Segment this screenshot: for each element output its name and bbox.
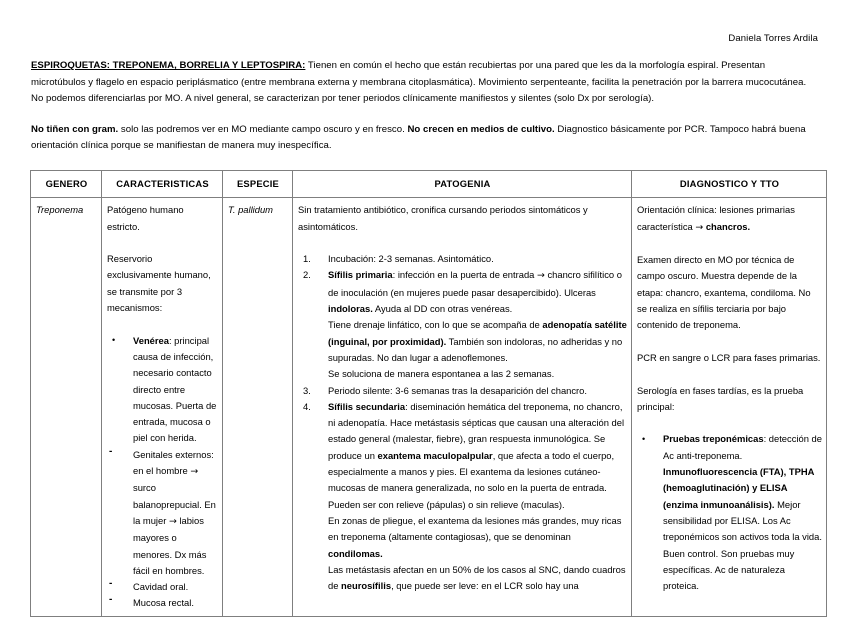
caracteristicas-bullet-list bbox=[107, 333, 218, 447]
list-item: Periodo silente: 3-6 semanas tras la desaparición del chancro. bbox=[328, 384, 587, 396]
intro-heading: ESPIROQUETAS: TREPONEMA, BORRELIA Y LEPTOSPIRA: bbox=[31, 60, 306, 71]
item4-text-a: : diseminación hemática del treponema, no chancro, ni adenopatía. Hace metástasis sépticas que causan una alteración del estado general (malestar, fiebre), gran respuesta inmunológica. Se produce un bbox=[328, 400, 625, 461]
spacer bbox=[637, 334, 822, 350]
intro-bold-no-tinen: No tiñen con gram. bbox=[31, 123, 119, 135]
cell-genero: Treponema bbox=[31, 198, 102, 616]
diagnostico-paragraph-3: PCR en sangre o LCR para fases primarias. bbox=[637, 351, 821, 363]
column-header-diagnostico: DIAGNOSTICO Y TTO bbox=[632, 170, 827, 197]
intro-paragraph-1 bbox=[31, 58, 818, 108]
diagnostico-bullet-text-b: Mejor sensibilidad por ELISA. Los Ac treponémicos son activos toda la vida. Buen control. Son pruebas muy específicas. Ac de naturaleza proteica. bbox=[663, 498, 822, 592]
item2-text-a: : infección en la puerta de entrada bbox=[392, 269, 537, 281]
list-item bbox=[107, 333, 218, 447]
neurosifilis-bold: neurosífilis bbox=[341, 580, 392, 592]
item4-paragraph-3 bbox=[328, 562, 627, 595]
dash-genitales-text-a: Genitales externos: en el hombre bbox=[133, 448, 214, 477]
diagnostico-bullet-text-a: : detección de Ac anti-treponema. bbox=[663, 433, 822, 461]
item2-text-c: Ayuda al DD con otras venéreas. bbox=[372, 303, 513, 315]
list-item: - Mucosa rectal. bbox=[107, 595, 218, 611]
spacer bbox=[107, 235, 218, 251]
spacer bbox=[107, 316, 218, 332]
diagnostico-paragraph-4: Serología en fases tardías, es la prueba principal: bbox=[637, 384, 804, 412]
chancros-bold: chancros. bbox=[705, 220, 751, 232]
cell-caracteristicas bbox=[102, 198, 223, 616]
spacer bbox=[637, 236, 822, 252]
arrow-icon: → bbox=[190, 466, 199, 478]
adenopatia-satelite-bold: adenopatía satélite (inguinal, por proximidad). bbox=[328, 319, 627, 347]
bullet-venerea-text: : principal causa de infección, necesario contacto directo entre mucosas. Puerta de entrada, mucosa o piel con herida. bbox=[133, 334, 217, 444]
column-header-caracteristicas: CARACTERISTICAS bbox=[102, 170, 223, 197]
diagnostico-text-a: Orientación clínica: lesiones primarias característica bbox=[637, 204, 795, 232]
list-item: - Cavidad oral. bbox=[107, 579, 218, 595]
diagnostico-bullet-list bbox=[637, 431, 822, 594]
column-header-patogenia: PATOGENIA bbox=[293, 170, 632, 197]
patogenia-numbered-list bbox=[298, 251, 627, 594]
table-row bbox=[31, 198, 827, 616]
list-item bbox=[298, 267, 627, 382]
table-header-row bbox=[31, 170, 827, 197]
spacer bbox=[637, 366, 822, 382]
caracteristicas-dash-list bbox=[107, 447, 218, 612]
arrow-icon: → bbox=[536, 270, 545, 282]
dash-genitales-text-b: surco balanoprepucial. En la mujer bbox=[133, 482, 216, 526]
column-header-especie: ESPECIE bbox=[223, 170, 293, 197]
list-item bbox=[637, 431, 822, 594]
cell-diagnostico bbox=[632, 198, 827, 616]
list-item bbox=[107, 447, 218, 579]
list-item: Incubación: 2-3 semanas. Asintomático. bbox=[328, 253, 494, 265]
caracteristicas-paragraph-1: Patógeno humano estricto. bbox=[107, 204, 184, 232]
author-name: Daniela Torres Ardila bbox=[728, 33, 818, 44]
column-header-genero: GENERO bbox=[31, 170, 102, 197]
inmunofluorescencia-bold: Inmunofluorescencia (FTA), TPHA (hemoaglutinación) y ELISA (enzima inmunoanálisis). bbox=[663, 466, 815, 510]
item2-paragraph-2 bbox=[328, 317, 627, 366]
table-container bbox=[22, 170, 826, 617]
cell-especie: T. pallidum bbox=[223, 198, 293, 616]
bullet-venerea-bold: Venérea bbox=[133, 334, 169, 346]
item4-text-b: , que afecta a todo el cuerpo, especialmente a manos y pies. El exantema da lesiones cutáneo-mucosas de manera generalizada, no solo en la puerta de entrada. Pueden ser con relieve (pápulas) o sin relieve (maculas). bbox=[328, 449, 615, 510]
item4-text-d: Las metástasis afectan en un 50% de los casos al SNC, dando cuadros de bbox=[328, 563, 626, 592]
spacer bbox=[298, 235, 627, 251]
intro-paragraph-1-text: Tienen en común el hecho que están recubiertas por una pared que les da la morfología espiral. Presentan microtúbulos y flagelo en espacio periplásmatico (entre membrana externa y membrana citoplasmática). Movimiento serpenteante, facilita la penetración por la barrera mucocutánea. No podemos diferenciarlas por MO. A nivel general, se caracterizan por tener periodos clínicamente manifiestos y silentes (solo Dx por serología). bbox=[31, 60, 807, 105]
item2-paragraph-3: Se soluciona de manera espontanea a las 2 semanas. bbox=[328, 368, 555, 380]
exantema-maculopalpular-bold: exantema maculopalpular bbox=[377, 449, 493, 461]
spacer bbox=[637, 415, 822, 431]
intro-bold-no-crecen: No crecen en medios de cultivo. bbox=[407, 123, 555, 135]
indoloras-bold: indoloras. bbox=[328, 303, 373, 315]
arrow-icon: → bbox=[695, 221, 704, 233]
list-item bbox=[298, 399, 627, 595]
sifilis-primaria-bold: Sífilis primaria bbox=[328, 269, 393, 281]
dash-genitales-text-c: labios mayores o menores. Dx más fácil en hombres. bbox=[133, 514, 207, 576]
diagnostico-paragraph-1 bbox=[637, 202, 822, 236]
condilomas-bold: condilomas. bbox=[328, 547, 383, 559]
pruebas-treponemicas-bold: Pruebas treponémicas bbox=[663, 433, 764, 445]
item4-text-e: , que puede ser leve: en el LCR solo hay una bbox=[391, 580, 579, 592]
patogenia-intro: Sin tratamiento antibiótico, cronifica cursando periodos sintomáticos y asintomáticos. bbox=[298, 204, 588, 232]
sifilis-secundaria-bold: Sífilis secundaria bbox=[328, 400, 406, 412]
intro-paragraph-2 bbox=[31, 122, 818, 155]
caracteristicas-paragraph-2: Reservorio exclusivamente humano, se transmite por 3 mecanismos: bbox=[107, 253, 211, 314]
cell-patogenia bbox=[293, 198, 632, 616]
item2-text-e: También son indoloras, no adheridas y no supuradas. No dan lugar a adenoflemones. bbox=[328, 335, 623, 363]
intro-paragraph-2-text-2: Diagnostico básicamente por PCR. Tampoco habrá buena orientación clínica porque se manifiestan de manera muy inespecífica. bbox=[31, 123, 806, 152]
espiroquetas-table bbox=[30, 170, 827, 617]
intro-section bbox=[22, 58, 826, 155]
arrow-icon: → bbox=[168, 515, 177, 527]
item2-text-b: chancro sifilítico o de inoculación (en mujeres puede pasar desapercibido). Ulceras bbox=[328, 269, 622, 298]
item4-paragraph-2 bbox=[328, 513, 627, 562]
item4-text-c: En zonas de pliegue, el exantema da lesiones más grandes, muy ricas en treponema (altamente contagiosas), que se denominan bbox=[328, 514, 622, 543]
diagnostico-paragraph-2: Examen directo en MO por técnica de campo oscuro. Muestra depende de la etapa: chancro, exantema, condiloma. No se realiza en sífilis terciaria por bajo contenido de treponema. bbox=[637, 254, 811, 331]
item2-text-d: Tiene drenaje linfático, con lo que se acompaña de bbox=[328, 319, 543, 331]
intro-paragraph-2-text-1: solo las podremos ver en MO mediante campo oscuro y en fresco. bbox=[118, 123, 408, 135]
